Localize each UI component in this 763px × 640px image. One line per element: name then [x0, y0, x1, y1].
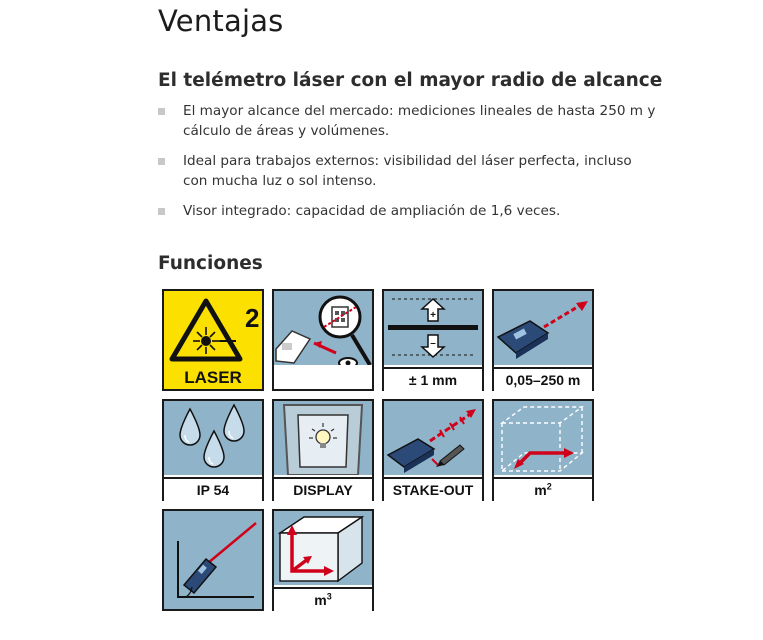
area-icon — [494, 401, 592, 475]
range-icon — [494, 291, 592, 365]
list-item-text: Ideal para trabajos externos: visibilidad del láser perfecta, incluso con mucha luz o sol intenso. — [183, 153, 632, 189]
svg-text:–: – — [430, 338, 436, 349]
indirect-measure-icon — [164, 511, 262, 609]
page-title: Ventajas — [158, 4, 284, 38]
list-item-text: El mayor alcance del mercado: mediciones lineales de hasta 250 m y cálculo de áreas y volúmenes. — [183, 103, 656, 139]
function-tile-display — [272, 399, 374, 501]
list-item — [158, 152, 658, 191]
viewfinder-icon — [274, 291, 372, 365]
function-tile-ip54 — [162, 399, 264, 501]
function-label: DISPLAY — [274, 477, 372, 501]
function-tile-area — [492, 399, 594, 501]
bullet-square-icon — [158, 208, 165, 215]
volume-icon — [274, 511, 372, 585]
list-item-text: Visor integrado: capacidad de ampliación de 1,6 veces. — [183, 203, 561, 219]
svg-text:+: + — [430, 310, 436, 321]
advantages-list — [158, 102, 658, 233]
list-item — [158, 102, 658, 141]
function-label: LASER — [164, 367, 262, 389]
section-subtitle: El telémetro láser con el mayor radio de alcance — [158, 70, 663, 91]
stake-out-icon — [384, 401, 482, 475]
bullet-square-icon — [158, 108, 165, 115]
function-tile-stake-out — [382, 399, 484, 501]
accuracy-icon — [384, 291, 482, 365]
function-tile-accuracy — [382, 289, 484, 391]
function-tile-viewfinder — [272, 289, 374, 391]
display-icon — [274, 401, 372, 475]
function-tile-volume — [272, 509, 374, 611]
function-tile-indirect — [162, 509, 264, 611]
function-label: $m^3$ — [274, 587, 372, 611]
function-label: IP 54 — [164, 477, 262, 501]
function-label: ± 1 mm — [384, 367, 482, 391]
laser-class-badge: 2 — [245, 303, 260, 333]
list-item — [158, 202, 658, 222]
function-label: STAKE-OUT — [384, 477, 482, 501]
function-tile-laser — [162, 289, 264, 391]
bullet-square-icon — [158, 158, 165, 165]
function-label: $m^2$ — [494, 477, 592, 501]
function-tile-range — [492, 289, 594, 391]
laser-class-2-icon — [164, 291, 262, 365]
functions-heading: Funciones — [158, 253, 263, 274]
function-label: 0,05–250 m — [494, 367, 592, 391]
water-drops-icon — [164, 401, 262, 475]
